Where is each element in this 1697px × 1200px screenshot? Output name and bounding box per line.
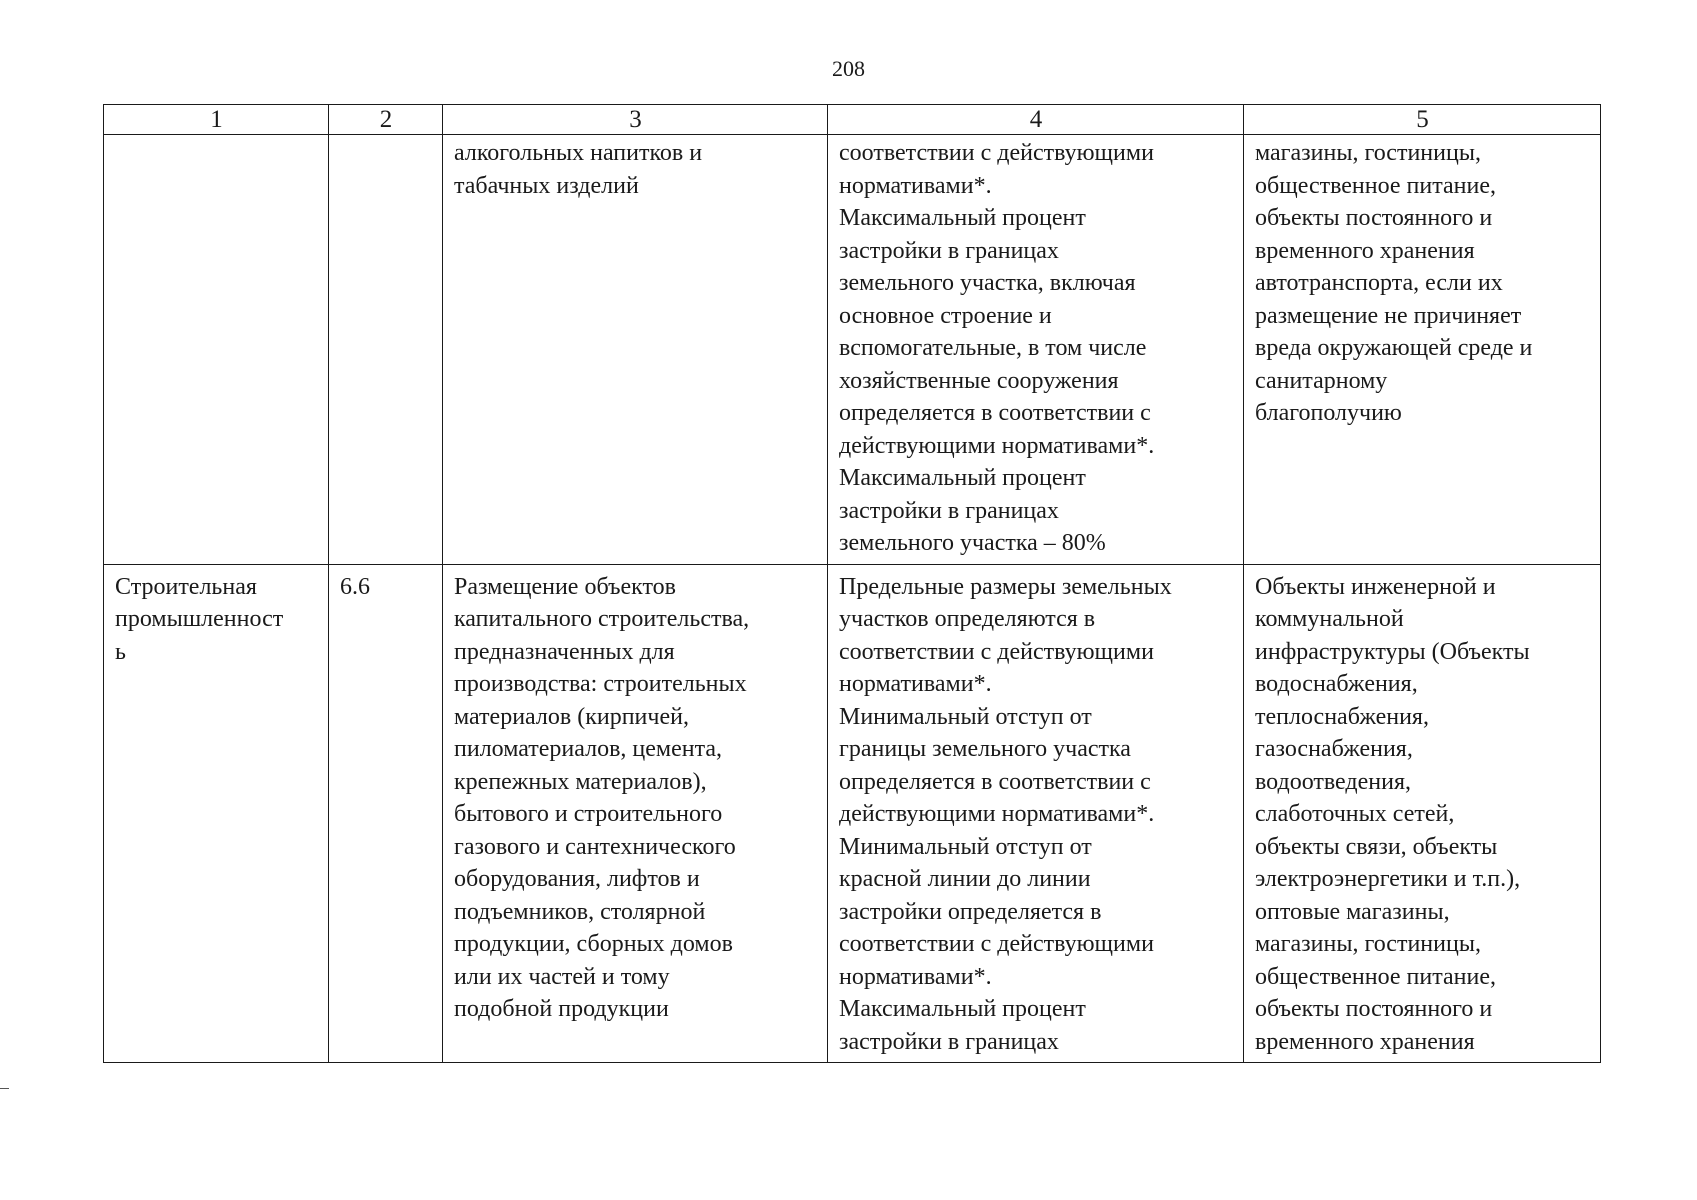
cell-text-line: застройки в границах	[839, 1028, 1059, 1055]
cell-text-line: соответствии с действующими	[839, 931, 1154, 957]
cell-description	[443, 135, 828, 565]
cell-text-line: хозяйственные сооружения	[839, 367, 1119, 394]
cell-text-line: объекты связи, объекты	[1255, 833, 1498, 860]
cell-text-line: автотранспорта, если их	[1255, 270, 1503, 296]
cell-text-line: алкогольных напитков и	[454, 140, 703, 166]
column-header-5: 5	[1244, 105, 1601, 135]
cell-text-line: соответствии с действующими	[839, 638, 1154, 665]
cell-auxiliary-uses	[1244, 135, 1601, 565]
cell-text-line: Объекты инженерной и	[1255, 573, 1496, 600]
cell-text-line: нормативами*.	[839, 963, 992, 990]
cell-text-line: пиломатериалов, цемента,	[454, 736, 723, 762]
cell-text-line: продукции, сборных домов	[454, 931, 733, 957]
table-header-row	[104, 105, 1601, 135]
cell-text-line: коммунальной	[1255, 606, 1404, 632]
cell-text-line: объекты постоянного и	[1255, 205, 1493, 231]
cell-text-line: красной линии до линии	[839, 866, 1091, 892]
cell-text-line: промышленност	[115, 606, 284, 632]
cell-text-line: Минимальный отступ от	[839, 833, 1092, 860]
cell-use-name	[104, 564, 329, 1063]
cell-text-line: Предельные размеры земельных	[839, 573, 1172, 600]
cell-text-line: благополучию	[1255, 400, 1402, 426]
cell-text-line: Размещение объектов	[454, 573, 676, 600]
cell-text-line: нормативами*.	[839, 172, 992, 199]
cell-text-line: подобной продукции	[454, 996, 669, 1022]
cell-text-line: временного хранения	[1255, 1028, 1475, 1055]
cell-text-line: застройки в границах	[839, 237, 1059, 264]
column-header-3: 3	[443, 105, 828, 135]
cell-text-line: временного хранения	[1255, 237, 1475, 264]
cell-text-line: вреда окружающей среде и	[1255, 335, 1533, 361]
cell-text-line: размещение не причиняет	[1255, 302, 1522, 329]
column-header-4: 4	[828, 105, 1244, 135]
cell-text-line: Максимальный процент	[839, 996, 1086, 1022]
cell-text-line: земельного участка – 80%	[839, 530, 1106, 556]
cell-text-line: границы земельного участка	[839, 736, 1131, 762]
page-number: 208	[832, 56, 865, 81]
column-header-1: 1	[104, 105, 329, 135]
cell-text-line: оптовые магазины,	[1255, 898, 1450, 925]
cell-text-line: теплоснабжения,	[1255, 703, 1429, 730]
cell-text-line: оборудования, лифтов и	[454, 866, 700, 892]
cell-text-line: участков определяются в	[839, 606, 1096, 632]
table-row	[104, 564, 1601, 1063]
cell-text-line: застройки определяется в	[839, 898, 1102, 925]
cell-code	[329, 564, 443, 1063]
cell-text-line: бытового и строительного	[454, 801, 723, 827]
cell-text-line: капитального строительства,	[454, 606, 750, 632]
cell-text-line: действующими нормативами*.	[839, 432, 1155, 459]
cell-text-line: общественное питание,	[1255, 963, 1497, 990]
cell-text-line: табачных изделий	[454, 172, 639, 199]
column-header-2: 2	[329, 105, 443, 135]
scan-edge-mark	[0, 1088, 9, 1089]
cell-text-line: магазины, гостиницы,	[1255, 140, 1481, 166]
cell-text-line: основное строение и	[839, 302, 1052, 329]
cell-text-line: определяется в соответствии с	[839, 768, 1151, 795]
cell-text-line: подъемников, столярной	[454, 898, 706, 925]
cell-text-line: инфраструктуры (Объекты	[1255, 638, 1530, 665]
cell-code	[329, 135, 443, 565]
cell-auxiliary-uses	[1244, 564, 1601, 1063]
cell-text-line: материалов (кирпичей,	[454, 703, 689, 730]
cell-text-line: магазины, гостиницы,	[1255, 931, 1481, 957]
cell-text-line: определяется в соответствии с	[839, 400, 1151, 426]
cell-text-line: нормативами*.	[839, 671, 992, 697]
cell-text-line: газоснабжения,	[1255, 736, 1413, 762]
table-row	[104, 135, 1601, 565]
cell-text-line: Строительная	[115, 573, 257, 600]
cell-text-line: ь	[115, 638, 126, 665]
cell-text-line: слаботочных сетей,	[1255, 801, 1455, 827]
cell-text-line: земельного участка, включая	[839, 270, 1136, 296]
cell-text-line: вспомогательные, в том числе	[839, 335, 1147, 361]
cell-text-line: санитарному	[1255, 367, 1388, 394]
cell-text-line: водоотведения,	[1255, 768, 1411, 795]
cell-text-line: Максимальный процент	[839, 205, 1086, 231]
cell-text-line: крепежных материалов),	[454, 768, 707, 795]
cell-text-line: Минимальный отступ от	[839, 703, 1092, 730]
cell-text-line: предназначенных для	[454, 638, 675, 665]
cell-text-line: соответствии с действующими	[839, 140, 1154, 166]
cell-use-name	[104, 135, 329, 565]
cell-text-line: газового и сантехнического	[454, 833, 736, 860]
cell-text-line: водоснабжения,	[1255, 671, 1418, 697]
cell-text-line: объекты постоянного и	[1255, 996, 1493, 1022]
cell-text-line: производства: строительных	[454, 671, 747, 697]
cell-text-line: или их частей и тому	[454, 963, 670, 990]
cell-description	[443, 564, 828, 1063]
cell-parameters	[828, 135, 1244, 565]
regulations-table	[103, 104, 1601, 1063]
cell-text-line: действующими нормативами*.	[839, 801, 1155, 827]
cell-text-line: застройки в границах	[839, 497, 1059, 524]
cell-text-line: общественное питание,	[1255, 172, 1497, 199]
cell-text-line: электроэнергетики и т.п.),	[1255, 866, 1521, 892]
cell-text-line: 6.6	[340, 573, 370, 600]
cell-text-line: Максимальный процент	[839, 465, 1086, 491]
cell-parameters	[828, 564, 1244, 1063]
